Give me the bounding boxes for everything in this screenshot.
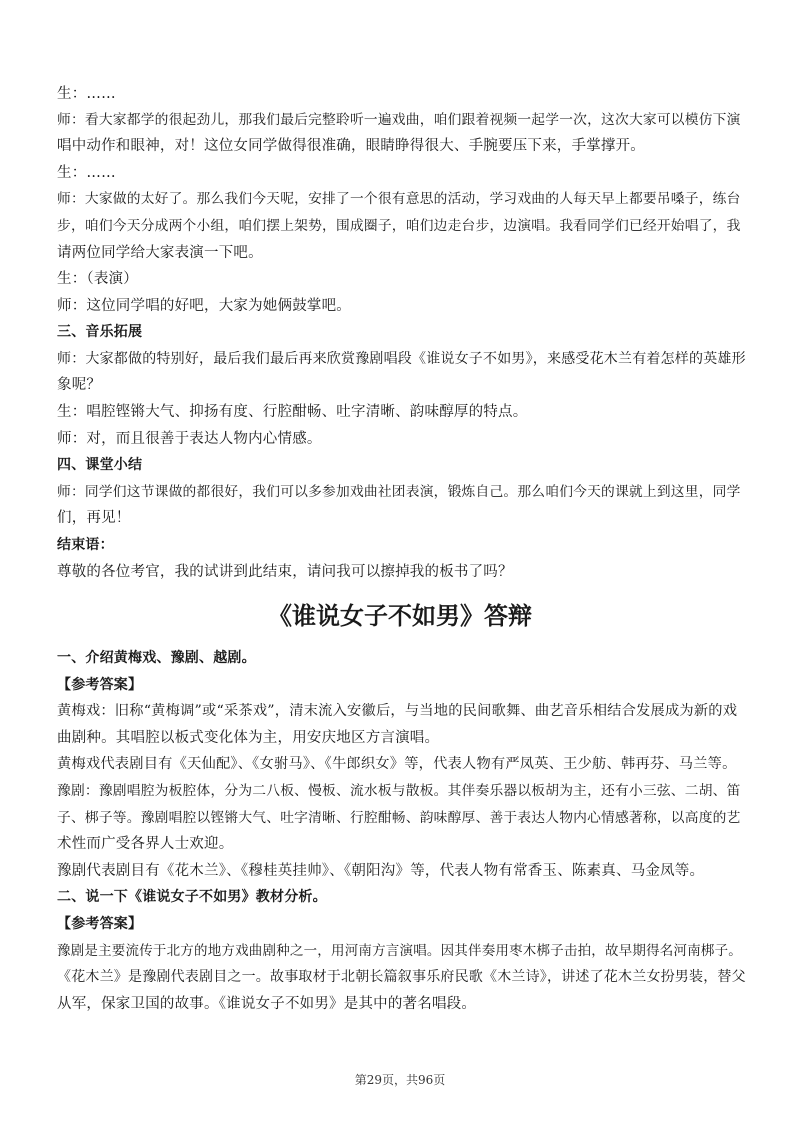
dialogue-line: 师：大家都做的特别好，最后我们最后再来欣赏豫剧唱段《谁说女子不如男》，来感受花木兰有着怎样的英雄形 (57, 351, 746, 367)
section-heading: 四、课堂小结 (57, 457, 143, 473)
page-title: 《谁说女子不如男》答辩 (268, 601, 532, 630)
dialogue-line: 生：（表演） (57, 271, 138, 287)
answer-line: 豫剧：豫剧唱腔为板腔体，分为二八板、慢板、流水板与散板。其伴奏乐器以板胡为主，还有小三弦、二胡、笛 (57, 783, 741, 799)
answer-line: 从军，保家卫国的故事。《谁说女子不如男》是其中的著名唱段。 (57, 996, 477, 1012)
dialogue-line: 步，咱们今天分成两个小组，咱们摆上架势，围成圈子，咱们边走台步，边演唱。我看同学们已经开始唱了，我 (57, 218, 741, 234)
dialogue-line: 生：唱腔铿锵大气、抑扬有度、行腔酣畅、吐字清晰、韵味醇厚的特点。 (57, 404, 528, 420)
answer-line: 豫剧是主要流传于北方的地方戏曲剧种之一，用河南方言演唱。因其伴奏用枣木梆子击拍，故早期得名河南梆子。 (57, 943, 742, 959)
section-heading: 二、说一下《谁说女子不如男》教材分析。 (57, 889, 327, 905)
answer-label: 【参考答案】 (57, 916, 143, 932)
answer-line: 黄梅戏代表剧目有《天仙配》、《女驸马》、《牛郎织女》等，代表人物有严凤英、王少舫、韩再芬、马兰等。 (57, 756, 737, 772)
answer-line: 黄梅戏：旧称“黄梅调”或“采茶戏”，清末流入安徽后，与当地的民间歌舞、曲艺音乐相结合发展成为新的戏 (57, 703, 738, 719)
section-heading: 结束语： (57, 537, 114, 553)
dialogue-line: 请两位同学给大家表演一下吧。 (57, 245, 263, 261)
dialogue-line: 生：…… (57, 165, 116, 181)
answer-line: 子、梆子等。豫剧唱腔以铿锵大气、吐字清晰、行腔酣畅、韵味醇厚、善于表达人物内心情感著称，以高度的艺 (57, 810, 741, 826)
dialogue-line: 生：…… (57, 86, 116, 102)
dialogue-line: 师：大家做的太好了。那么我们今天呢，安排了一个很有意思的活动，学习戏曲的人每天早上都要吊嗓子，练台 (57, 191, 741, 207)
dialogue-line: 师：这位同学唱的好吧，大家为她俩鼓掌吧。 (57, 298, 351, 314)
answer-line: 《花木兰》是豫剧代表剧目之一。故事取材于北朝长篇叙事乐府民歌《木兰诗》，讲述了花木兰女扮男装，替父 (57, 969, 746, 985)
section-heading: 一、介绍黄梅戏、豫剧、越剧。 (57, 650, 256, 666)
dialogue-line: 唱中动作和眼神，对！这位女同学做得很准确，眼睛睁得很大、手腕要压下来，手掌撑开。 (57, 138, 645, 154)
page-number: 第29页，共96页 (354, 1073, 446, 1087)
dialogue-line: 师：看大家都学的很起劲儿，那我们最后完整聆听一遍戏曲，咱们跟着视频一起学一次，这次大家可以模仿下演 (57, 112, 741, 128)
dialogue-line: 象呢？ (57, 377, 102, 393)
section-heading: 三、音乐拓展 (57, 324, 143, 340)
answer-line: 豫剧代表剧目有《花木兰》、《穆桂英挂帅》、《朝阳沟》等，代表人物有常香玉、陈素真、马金凤等。 (57, 863, 705, 879)
dialogue-line: 师：对，而且很善于表达人物内心情感。 (57, 431, 322, 447)
answer-line: 曲剧种。其唱腔以板式变化体为主，用安庆地区方言演唱。 (57, 730, 440, 746)
dialogue-line: 们，再见！ (57, 510, 131, 526)
answer-label: 【参考答案】 (57, 677, 143, 693)
dialogue-line: 师：同学们这节课做的都很好，我们可以多参加戏曲社团表演，锻炼自己。那么咱们今天的课就上到这里，同学 (57, 484, 741, 500)
closing-line: 尊敬的各位考官，我的试讲到此结束，请问我可以擦掉我的板书了吗？ (57, 564, 513, 580)
answer-line: 术性而广受各界人士欢迎。 (57, 836, 234, 852)
